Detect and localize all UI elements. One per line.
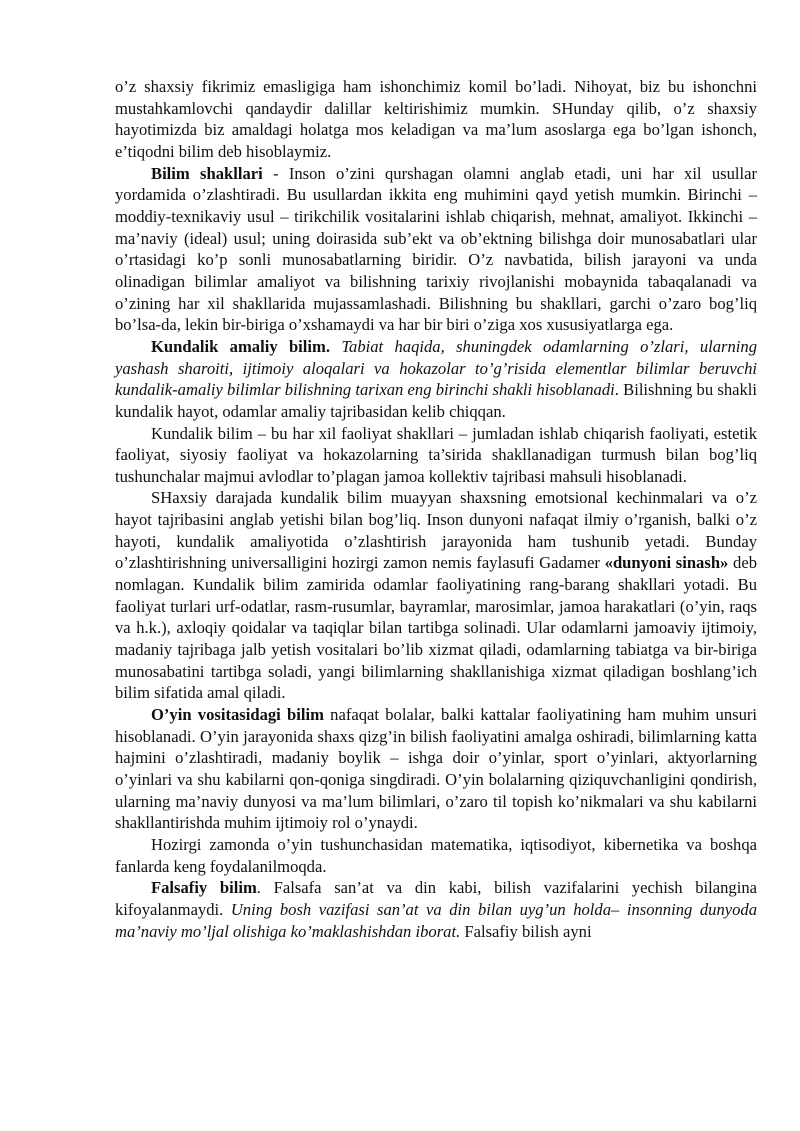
paragraph-3-text: . Bilishning bu shakli kundalik hayot, odamlar amaliy tajribasidan kelib chiqqan. xyxy=(115,380,757,421)
paragraph-1-text: o’z shaxsiy fikrimiz emasligiga ham ishonchimiz komil bo’ladi. Nihoyat, biz bu ishonchni mustahkamlovchi qandaydir dalillar keltirishimiz mumkin. SHunday qilib, o’z shaxsiy hayotimizda biz amaldagi holatga mos keladigan va ma’lum asoslarga ega bo’lgan ishonch, e’tiqodni bilim deb hisoblaymiz. xyxy=(115,77,757,161)
heading-oyin-vositasidagi-bilim: O’yin vositasidagi bilim xyxy=(151,705,324,725)
term-dunyoni-sinash: «dunyoni sinash» xyxy=(604,553,729,573)
paragraph-4-text: Kundalik bilim – bu har xil faoliyat shakllari – jumladan ishlab chiqarish faoliyati, estetik faoliyat, siyosiy faoliyat va hokazolarning ta’sirida shakllanadigan turmush bilan bog’liq tushunchalar majmui avlodlar to’plagan jamoa kollektiv tajribasi mahsuli hisoblanadi. xyxy=(115,423,757,486)
paragraph-bilim-shakllari xyxy=(115,163,757,336)
paragraph-4 xyxy=(115,423,757,488)
paragraph-1 xyxy=(115,76,757,163)
definition-kundalik-bilim: Tabiat haqida, shuningdek odamlarning o’zlari, ularning yashash sharoiti, ijtimoiy aloqalari va hokazolar to’g’risida elementlar bilimlar beruvchi kundalik-amaliy bilimlar bilishning tarixan eng birinchi shakli hisoblanadi xyxy=(115,336,757,400)
heading-kundalik-amaliy-bilim: Kundalik amaliy bilim. xyxy=(151,336,330,356)
definition-falsafa-vazifasi: Uning bosh vazifasi san’at va din bilan uyg’un holda– insonning dunyoda ma’naviy mo’ljal olishiga ko’maklashishdan iborat. xyxy=(115,899,757,941)
paragraph-kundalik-amaliy-bilim xyxy=(115,336,757,423)
paragraph-5-text-b: deb nomlagan. Kundalik bilim zamirida odamlar faoliyatining rang-barang shakllari yotadi. Bu faoliyat turlari urf-odatlar, rasm-rusumlar, bayramlar, marosimlar, jamoa harakatlari (o’yin, raqs va h.k.), axloqiy qoidalar va taqiqlar bilan tartibga solinadi. Ular odamlarni jamoaviy ijtimoiy, madaniy tajribaga jalb yetish vositalari bo’lib xizmat qiladi, odamlarning tabiatga va bir-biriga munosabatini tartibga soladi, yangi bilimlarning shakllanishiga xizmat qiladigan boshlang’ich bilim sifatida amal qiladi. xyxy=(115,553,757,703)
paragraph-oyin-vositasidagi-bilim xyxy=(115,704,757,834)
heading-bilim-shakllari: Bilim shakllari xyxy=(151,163,263,183)
heading-falsafiy-bilim: Falsafiy bilim xyxy=(151,878,257,898)
paragraph-5 xyxy=(115,487,757,704)
paragraph-8-text-b: Falsafiy bilish ayni xyxy=(460,921,592,941)
paragraph-7-text: Hozirgi zamonda o’yin tushunchasidan matematika, iqtisodiyot, kibernetika va boshqa fanlarda keng foydalanilmoqda. xyxy=(115,834,757,876)
paragraph-2-text: - Inson o’zini qurshagan olamni anglab etadi, uni har xil usullar yordamida o’zlashtiradi. Bu usullardan ikkita eng muhimini qayd yetish mumkin. Birinchi – moddiy-texnikaviy usul – tirikchilik vositalarini ishlab chiqarish, mehnat, amaliyot. Ikkinchi – ma’naviy (ideal) usul; uning doirasida sub’ekt va ob’ektning bilishga doir munosabatlari ular o’rtasidagi ko’p sonli munosabatlarning biridir. O’z navbatida, bilish jarayoni va unda olinadigan bilimlar amaliyot va bilishning tarixiy rivojlanishi mobaynida tabaqalanadi va o’zining har xil shakllarida mujassamlashadi. Bilishning bu shakllari, garchi o’zaro bog’liq bo’lsa-da, lekin bir-biriga o’xshamaydi va har bir biri o’ziga xos xususiyatlarga ega. xyxy=(115,163,757,335)
paragraph-6-text: nafaqat bolalar, balki kattalar faoliyatining ham muhim unsuri hisoblanadi. O’yin jarayonida shaxs qizg’in bilish faoliyatini amalga oshiradi, bilimlarning katta hajmini o’zlashtiradi, madaniy boylik – ishga doir o’yinlar, sport o’yinlari, aktyorlarning o’yinlari va shu kabilarni qon-qoniga singdiradi. O’yin bolalarning qiziquvchanligini qondirish, ularning ma’naviy dunyosi va ma’lum bilimlari, o’zaro til topish ko’nikmalari va shu kabilarni shakllantirishda muhim ijtimoiy rol o’ynaydi. xyxy=(115,705,758,833)
space xyxy=(330,337,341,356)
paragraph-5-text-a: SHaxsiy darajada kundalik bilim muayyan shaxsning emotsional kechinmalari va o’z hayot tajribasini anglab yetishi bilan bog’liq. Inson dunyoni nafaqat ilmiy o’rganish, balki o’z hayoti, kundalik amaliyotida o’zlashtirish jarayonida ham tushunib yetadi. Bunday o’zlashtirishning universalligini hozirgi zamon nemis faylasufi Gadamer xyxy=(115,488,757,573)
paragraph-8-text-a: . Falsafa san’at va din kabi, bilish vazifalarini yechish bilangina kifoyalanmaydi. xyxy=(115,878,757,919)
paragraph-7 xyxy=(115,834,757,877)
paragraph-falsafiy-bilim xyxy=(115,877,757,942)
